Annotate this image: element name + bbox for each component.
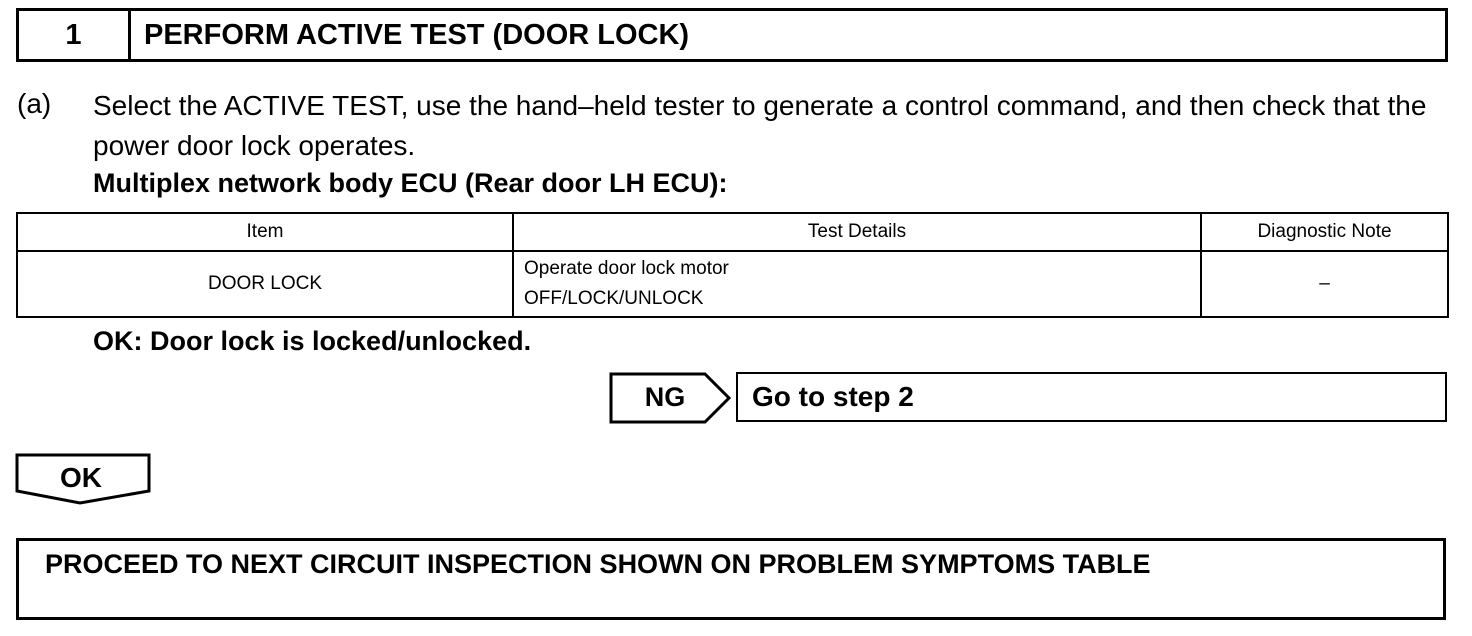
cell-item: DOOR LOCK	[17, 251, 513, 317]
ng-label: NG	[644, 381, 686, 412]
column-header-item: Item	[17, 213, 513, 251]
step-header	[16, 8, 1448, 62]
step-title: PERFORM ACTIVE TEST (DOOR LOCK)	[144, 18, 690, 51]
cell-diagnostic-note: –	[1201, 251, 1448, 317]
ok-result-text: OK: Door lock is locked/unlocked.	[93, 326, 532, 356]
column-header-diagnostic-note: Diagnostic Note	[1201, 213, 1448, 251]
cell-test-details	[513, 251, 1201, 317]
table-subheading: Multiplex network body ECU (Rear door LH ECU):	[93, 168, 728, 198]
table-row	[17, 251, 1448, 317]
final-action-box	[16, 538, 1446, 620]
test-details-line-2: OFF/LOCK/UNLOCK	[524, 288, 704, 309]
step-number: 1	[19, 11, 131, 59]
test-details-line-1: Operate door lock motor	[524, 258, 729, 279]
ng-target-box: Go to step 2	[736, 372, 1447, 422]
instruction-marker: (a)	[17, 88, 52, 119]
table-header-row	[17, 213, 1448, 251]
final-action-text: PROCEED TO NEXT CIRCUIT INSPECTION SHOWN ON PROBLEM SYMPTOMS TABLE	[45, 549, 1151, 579]
active-test-table	[16, 212, 1449, 318]
ok-label: OK	[60, 462, 102, 493]
column-header-test-details: Test Details	[513, 213, 1201, 251]
instruction-text: Select the ACTIVE TEST, use the hand–held tester to generate a control command, and then check that the power door lock operates.	[93, 90, 1427, 161]
